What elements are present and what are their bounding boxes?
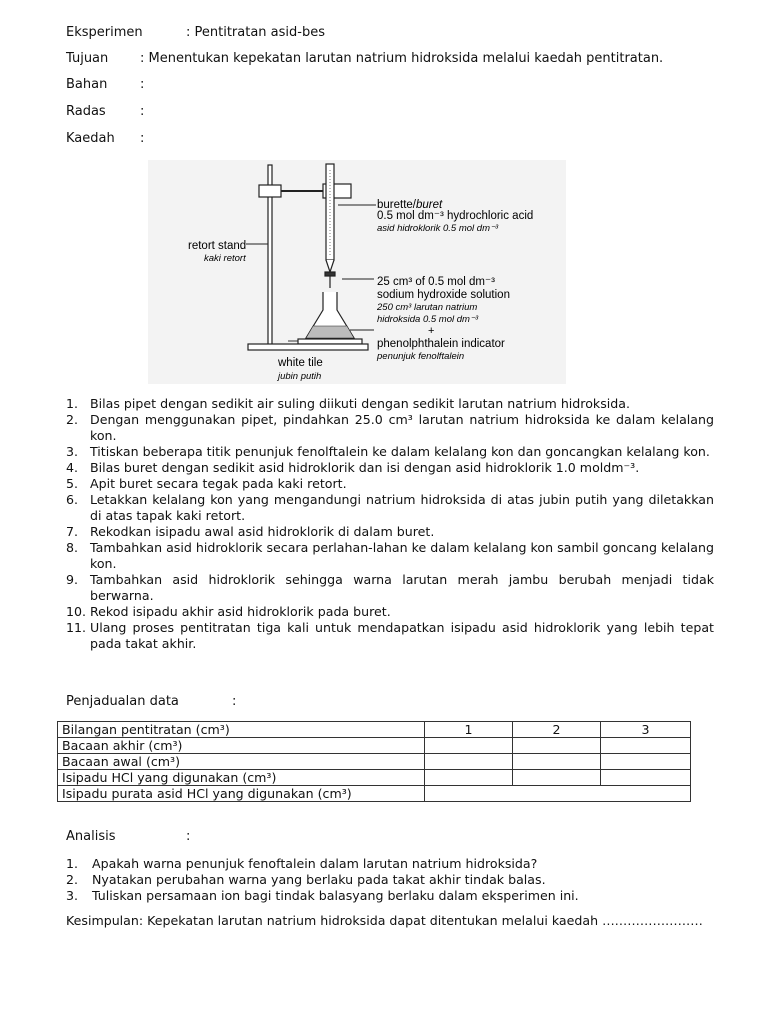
procedure-step: [66, 620, 714, 652]
label-naoh-my-1: 250 cm³ larutan natrium: [377, 302, 478, 313]
analisis-question: [66, 856, 716, 872]
table-header-row: [58, 722, 691, 738]
procedure-steps: [66, 396, 714, 652]
procedure-step: [66, 572, 714, 604]
step-number: 3.: [66, 444, 79, 459]
procedure-step: [66, 540, 714, 572]
kesimpulan-text: Kesimpulan: Kepekatan larutan natrium hidroksida dapat ditentukan melalui kaedah ……………………: [66, 913, 703, 928]
penjadualan-colon: :: [232, 694, 237, 709]
table-header-col: 3: [601, 722, 691, 738]
procedure-step: [66, 524, 714, 540]
titration-apparatus-diagram: [148, 160, 566, 384]
table-header-col: 1: [425, 722, 513, 738]
analisis-colon: :: [186, 829, 191, 844]
table-header-label: Bilangan pentitratan (cm³): [58, 722, 425, 738]
penjadualan-label: Penjadualan data: [66, 694, 179, 709]
label-plus: +: [428, 325, 435, 337]
table-row-label: Isipadu HCl yang digunakan (cm³): [58, 770, 425, 786]
label-naoh-1: 25 cm³ of 0.5 mol dm⁻³: [377, 276, 495, 288]
question-number: 1.: [66, 856, 79, 871]
tujuan-value: : Menentukan kepekatan larutan natrium hidroksida melalui kaedah pentitratan.: [140, 51, 664, 66]
label-acid: 0.5 mol dm⁻³ hydrochloric acid: [377, 210, 534, 222]
step-text: Rekodkan isipadu awal asid hidroklorik di dalam buret.: [90, 524, 435, 539]
table-row: [58, 738, 691, 754]
table-cell[interactable]: [513, 770, 601, 786]
bahan-colon: :: [140, 77, 145, 92]
table-cell[interactable]: [601, 770, 691, 786]
eksperimen-line: [66, 25, 325, 40]
step-number: 4.: [66, 460, 79, 475]
step-text: Letakkan kelalang kon yang mengandungi natrium hidroksida di atas jubin putih yang diletakkan di atas tapak kaki retort.: [90, 492, 714, 523]
step-text: Titiskan beberapa titik penunjuk fenolftalein ke dalam kelalang kon dan goncangkan kelalang kon.: [90, 444, 710, 459]
analisis-line: [66, 829, 190, 844]
table-row-label: Isipadu purata asid HCl yang digunakan (cm³): [58, 786, 425, 802]
radas-colon: :: [140, 104, 145, 119]
procedure-step: [66, 604, 714, 620]
label-naoh-my-2: hidroksida 0.5 mol dm⁻³: [377, 314, 479, 325]
tujuan-line: [66, 51, 663, 66]
label-retort-stand-my: kaki retort: [204, 253, 246, 264]
analisis-question: [66, 872, 716, 888]
retort-stand-base: [248, 344, 368, 350]
step-text: Bilas buret dengan sedikit asid hidroklorik dan isi dengan asid hidroklorik 1.0 moldm⁻³.: [90, 460, 640, 475]
label-white-tile: white tile: [278, 357, 323, 369]
penjadualan-line: [66, 694, 236, 709]
step-number: 5.: [66, 476, 79, 491]
procedure-step: [66, 476, 714, 492]
bahan-label: Bahan: [66, 77, 108, 92]
question-text: Tuliskan persamaan ion bagi tindak balasyang berlaku dalam eksperimen ini.: [92, 888, 579, 903]
step-number: 11.: [66, 620, 87, 635]
step-text: Tambahkan asid hidroklorik sehingga warna larutan merah jambu berubah menjadi tidak berwarna.: [90, 572, 714, 603]
step-number: 6.: [66, 492, 79, 507]
procedure-step: [66, 492, 714, 524]
question-number: 3.: [66, 888, 79, 903]
table-cell[interactable]: [425, 754, 513, 770]
procedure-step: [66, 412, 714, 444]
question-text: Nyatakan perubahan warna yang berlaku pada takat akhir tindak balas.: [92, 872, 546, 887]
label-indicator-my: penunjuk fenolftalein: [377, 351, 465, 362]
table-row-label: Bacaan awal (cm³): [58, 754, 425, 770]
step-text: Dengan menggunakan pipet, pindahkan 25.0 cm³ larutan natrium hidroksida ke dalam kelalang kon.: [90, 412, 714, 443]
bahan-line: [66, 77, 144, 92]
kaedah-colon: :: [140, 131, 145, 146]
step-number: 9.: [66, 572, 79, 587]
step-text: Ulang proses pentitratan tiga kali untuk mendapatkan isipadu asid hidroklorik yang lebih tepat pada takat akhir.: [90, 620, 714, 651]
table-header-col: 2: [513, 722, 601, 738]
radas-line: [66, 104, 144, 119]
question-number: 2.: [66, 872, 79, 887]
table-cell[interactable]: [601, 738, 691, 754]
eksperimen-value: : Pentitratan asid-bes: [186, 25, 325, 40]
table-cell[interactable]: [425, 738, 513, 754]
procedure-step: [66, 444, 714, 460]
label-indicator: phenolphthalein indicator: [377, 338, 505, 350]
label-retort-stand: retort stand: [188, 240, 247, 252]
label-burette: burette/buret: [377, 199, 443, 211]
question-text: Apakah warna penunjuk fenoftalein dalam larutan natrium hidroksida?: [92, 856, 538, 871]
white-tile: [298, 339, 362, 344]
step-number: 1.: [66, 396, 79, 411]
table-row-label: Bacaan akhir (cm³): [58, 738, 425, 754]
table-row: [58, 754, 691, 770]
step-text: Tambahkan asid hidroklorik secara perlahan-lahan ke dalam kelalang kon sambil goncang kelalang kon.: [90, 540, 714, 571]
table-cell[interactable]: [425, 770, 513, 786]
clamp-boss: [259, 185, 281, 197]
label-acid-my: asid hidroklorik 0.5 mol dm⁻³: [377, 223, 499, 234]
table-row: [58, 770, 691, 786]
table-cell[interactable]: [513, 754, 601, 770]
step-number: 7.: [66, 524, 79, 539]
label-naoh-2: sodium hydroxide solution: [377, 289, 510, 301]
label-white-tile-my: jubin putih: [278, 371, 322, 382]
analisis-questions: [66, 856, 716, 904]
step-text: Rekod isipadu akhir asid hidroklorik pada buret.: [90, 604, 391, 619]
kaedah-label: Kaedah: [66, 131, 115, 146]
kaedah-line: [66, 131, 144, 146]
titration-data-table: [57, 721, 691, 802]
step-text: Apit buret secara tegak pada kaki retort.: [90, 476, 347, 491]
radas-label: Radas: [66, 104, 106, 119]
step-number: 8.: [66, 540, 79, 555]
analisis-question: [66, 888, 716, 904]
step-number: 10.: [66, 604, 87, 619]
table-average-cell[interactable]: [425, 786, 691, 802]
eksperimen-label: Eksperimen: [66, 25, 143, 40]
procedure-step: [66, 396, 714, 412]
table-cell[interactable]: [513, 738, 601, 754]
tujuan-label: Tujuan: [66, 51, 109, 66]
procedure-step: [66, 460, 714, 476]
analisis-label: Analisis: [66, 829, 116, 844]
burette-tap: [325, 272, 335, 276]
step-text: Bilas pipet dengan sedikit air suling diikuti dengan sedikit larutan natrium hidroksida.: [90, 396, 630, 411]
table-average-row: [58, 786, 691, 802]
table-cell[interactable]: [601, 754, 691, 770]
step-number: 2.: [66, 412, 79, 427]
